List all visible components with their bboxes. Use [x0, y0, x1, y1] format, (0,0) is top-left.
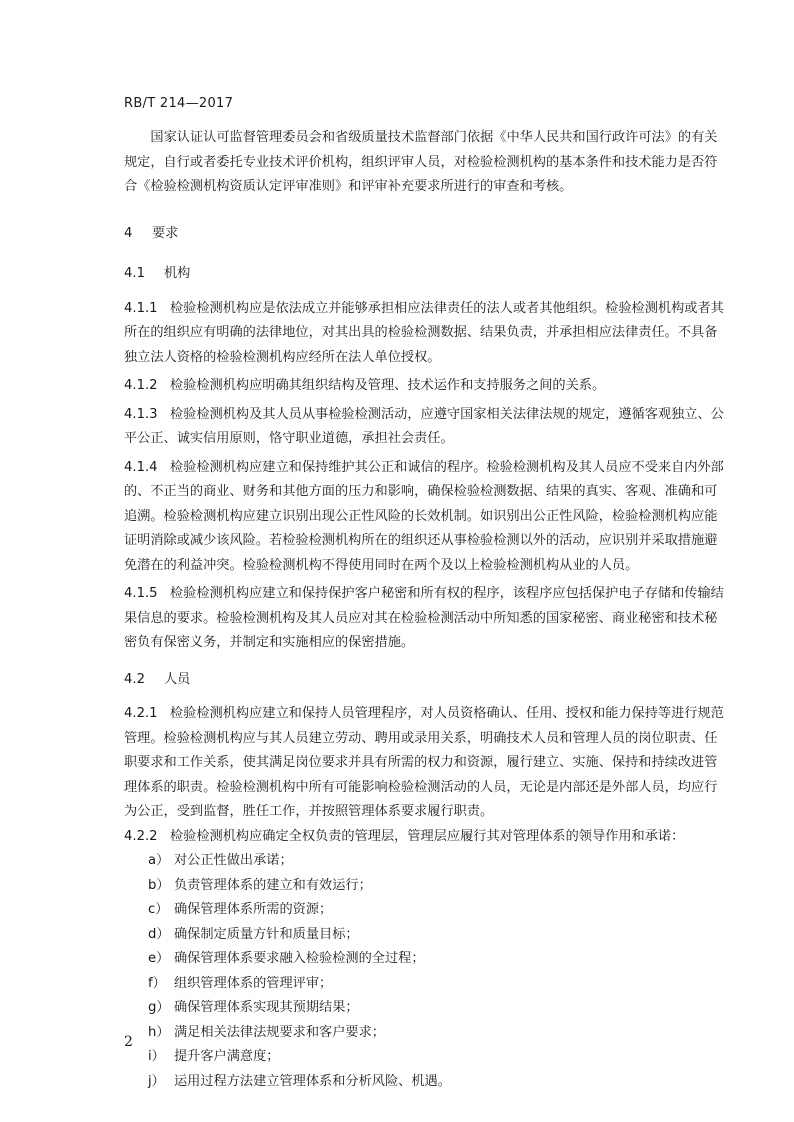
- list-item: [124, 996, 728, 1021]
- list-item: [124, 1021, 728, 1046]
- clause-number: 4.2.2: [124, 828, 158, 844]
- list-item: [124, 849, 728, 874]
- list-item: [124, 874, 728, 899]
- section-title: 人员: [164, 671, 191, 687]
- clause-text: 检验检测机构应建立和保持人员管理程序，对人员资格确认、任用、授权和能力保持等进行规范管理。检验检测机构应与其人员建立劳动、聘用或录用关系，明确技术人员和管理人员的岗位职责、任职要求和工作关系，使其满足岗位要求并具有所需的权力和资源，履行建立、实施、保持和持续改进管理体系的职责。检验检测机构中所有可能影响检验检测活动的人员，无论是内部还是外部人员，均应行为公正，受到监督，胜任工作，并按照管理体系要求履行职责。: [124, 706, 724, 819]
- section-title: 要求: [152, 225, 179, 241]
- clause-4-1-1: [124, 297, 728, 371]
- list-item: [124, 1070, 728, 1095]
- clause-number: 4.1.4: [124, 459, 158, 475]
- list-item-text: 确保制定质量方针和质量目标；: [174, 926, 359, 942]
- clause-4-1-3: [124, 403, 728, 452]
- clause-text: 检验检测机构及其人员从事检验检测活动，应遵守国家相关法律法规的规定，遵循客观独立、公平公正、诚实信用原则，恪守职业道德，承担社会责任。: [124, 406, 724, 446]
- list-marker: c）: [148, 902, 169, 917]
- page-content: [124, 126, 728, 1094]
- clause-4-2-1: [124, 702, 728, 825]
- intro-paragraph: 国家认证认可监督管理委员会和省级质量技术监督部门依据《中华人民共和国行政许可法》的有关规定，自行或者委托专业技术评价机构，组织评审人员，对检验检测机构的基本条件和技术能力是否符合《检验检测机构资质认定评审准则》和评审补充要求所进行的审查和考核。: [124, 130, 718, 194]
- clause-number: 4.1.1: [124, 300, 158, 316]
- list-marker: b）: [148, 877, 170, 893]
- document-code: RB/T 214—2017: [124, 96, 234, 111]
- list-item: [124, 1045, 728, 1070]
- clause-text: 检验检测机构应建立和保持维护其公正和诚信的程序。检验检测机构及其人员应不受来自内外部的、不正当的商业、财务和其他方面的压力和影响，确保检验检测数据、结果的真实、客观、准确和可追溯。检验检测机构应建立识别出现公正性风险的长效机制。如识别出公正性风险，检验检测机构应能证明消除或减少该风险。若检验检测机构所在的组织还从事检验检测以外的活动，应识别并采取措施避免潜在的利益冲突。检验检测机构不得使用同时在两个及以上检验检测机构从业的人员。: [124, 459, 724, 573]
- list-item-text: 确保管理体系实现其预期结果；: [174, 1000, 359, 1015]
- section-heading-4-2: [124, 668, 728, 693]
- section-heading-4: [124, 222, 728, 247]
- list-marker: e）: [148, 951, 170, 966]
- clause-4-1-4: [124, 456, 728, 579]
- clause-text: 检验检测机构应建立和保持保护客户秘密和所有权的程序，该程序应包括保护电子存储和传输结果信息的要求。检验检测机构及其人员应对其在检验检测活动中所知悉的国家秘密、商业秘密和技术秘密负有保密义务，并制定和实施相应的保密措施。: [124, 586, 724, 650]
- list-item: [124, 947, 728, 972]
- section-number: 4.1: [124, 266, 145, 281]
- clause-text: 检验检测机构应确定全权负责的管理层，管理层应履行其对管理体系的领导作用和承诺：: [170, 828, 685, 844]
- section-heading-4-1: [124, 262, 728, 287]
- list-item: [124, 898, 728, 923]
- clause-text: 检验检测机构应明确其组织结构及管理、技术运作和支持服务之间的关系。: [170, 378, 606, 393]
- clause-number: 4.1.5: [124, 586, 158, 601]
- list-item-text: 负责管理体系的建立和有效运行；: [174, 877, 372, 893]
- clause-number: 4.2.1: [124, 706, 158, 721]
- list-item-text: 组织管理体系的管理评审；: [174, 975, 333, 991]
- list-item-text: 提升客户满意度；: [174, 1049, 280, 1064]
- list-item: [124, 923, 728, 948]
- section-number: 4.2: [124, 671, 145, 687]
- list-marker: d）: [148, 926, 170, 942]
- section-number: 4: [124, 225, 133, 241]
- clause-4-2-2: [124, 825, 728, 850]
- list-item: [124, 972, 728, 997]
- section-title: 机构: [164, 266, 191, 281]
- list-item-text: 运用过程方法建立管理体系和分析风险、机遇。: [174, 1073, 451, 1089]
- clause-number: 4.1.2: [124, 378, 158, 393]
- list-marker: i）: [148, 1049, 165, 1064]
- page-number: 2: [124, 1034, 133, 1050]
- clause-number: 4.1.3: [124, 406, 158, 422]
- commitment-list: [124, 849, 728, 1094]
- clause-4-1-2: [124, 374, 728, 399]
- list-marker: g）: [148, 1000, 170, 1015]
- list-item-text: 对公正性做出承诺；: [174, 853, 293, 868]
- clause-text: 检验检测机构应是依法成立并能够承担相应法律责任的法人或者其他组织。检验检测机构或者其所在的组织应有明确的法律地位，对其出具的检验检测数据、结果负责，并承担相应法律责任。不具备独立法人资格的检验检测机构应经所在法人单位授权。: [124, 300, 724, 365]
- list-item-text: 满足相关法律法规要求和客户要求；: [174, 1024, 385, 1040]
- list-marker: h）: [148, 1024, 170, 1040]
- list-item-text: 确保管理体系所需的资源；: [174, 902, 333, 917]
- list-marker: a）: [148, 853, 170, 868]
- list-marker: j）: [148, 1073, 165, 1089]
- list-item-text: 确保管理体系要求融入检验检测的全过程；: [174, 951, 425, 966]
- list-marker: f）: [148, 975, 166, 991]
- clause-4-1-5: [124, 582, 728, 656]
